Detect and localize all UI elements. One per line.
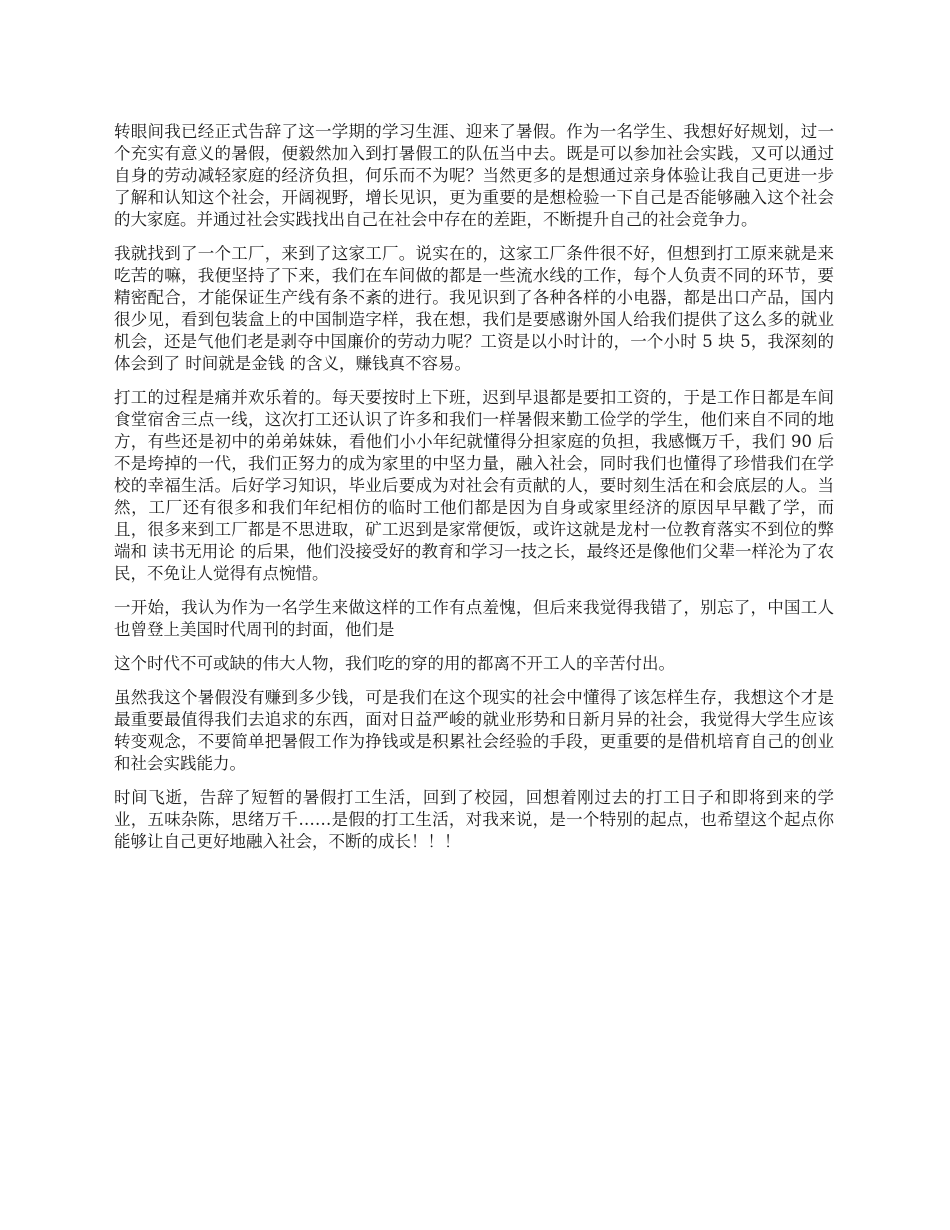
paragraph-6: 虽然我这个暑假没有赚到多少钱，可是我们在这个现实的社会中懂得了该怎样生存，我想这个才是最重要最值得我们去追求的东西，面对日益严峻的就业形势和日新月异的社会，我觉得大学生应该转变观念，不要简单把暑假工作为挣钱或是积累社会经验的手段，更重要的是借机培育自己的创业和社会实践能力。 <box>114 688 834 773</box>
paragraph-5: 这个时代不可或缺的伟大人物，我们吃的穿的用的都离不开工人的辛苦付出。 <box>114 654 675 673</box>
document-body <box>114 121 834 865</box>
paragraph-3: 打工的过程是痛并欢乐着的。每天要按时上下班，迟到早退都是要扣工资的，于是工作日都是车间食堂宿舍三点一线，这次打工还认识了许多和我们一样暑假来勤工俭学的学生，他们来自不同的地方，有些还是初中的弟弟妹妹，看他们小小年纪就懂得分担家庭的负担，我感慨万千，我们 90 后不是垮掉的一代，我们正努力的成为家里的中坚力量，融入社会，同时我们也懂得了珍惜我们在学校的幸福生活。后好学习知识，毕业后要成为对社会有贡献的人，要时刻生活在和会底层的人。当然，工厂还有很多和我们年纪相仿的临时工他们都是因为自身或家里经济的原因早早戳了学，而且，很多来到工厂都是不思进取，矿工迟到是家常便饭，或许这就是龙村一位教育落实不到位的弊端和 读书无用论 的后果，他们没接受好的教育和学习一技之长，最终还是像他们父辈一样沦为了农民，不免让人觉得有点惋惜。 <box>114 388 834 583</box>
paragraph-2: 我就找到了一个工厂，来到了这家工厂。说实在的，这家工厂条件很不好，但想到打工原来就是来吃苦的嘛，我便坚持了下来，我们在车间做的都是一些流水线的工作，每个人负责不同的环节，要精密配合，才能保证生产线有条不紊的进行。我见识到了各种各样的小电器，都是出口产品，国内很少见，看到包装盒上的中国制造字样，我在想，我们是要感谢外国人给我们提供了这么多的就业机会，还是气他们老是剥夺中国廉价的劳动力呢？工资是以小时计的，一个小时 5 块 5，我深刻的体会到了 时间就是金钱 的含义，赚钱真不容易。 <box>114 244 834 373</box>
paragraph-1: 转眼间我已经正式告辞了这一学期的学习生涯、迎来了暑假。作为一名学生、我想好好规划，过一个充实有意义的暑假，便毅然加入到打暑假工的队伍当中去。既是可以参加社会实践，又可以通过自身的劳动减轻家庭的经济负担，何乐而不为呢？当然更多的是想通过亲身体验让我自己更进一步了解和认知这个社会，开阔视野，增长见识，更为重要的是想检验一下自己是否能够融入这个社会的大家庭。并通过社会实践找出自己在社会中存在的差距，不断提升自己的社会竞争力。 <box>114 122 834 229</box>
paragraph-4: 一开始，我认为作为一名学生来做这样的工作有点羞愧，但后来我觉得我错了，别忘了，中国工人也曾登上美国时代周刊的封面，他们是 <box>114 598 834 639</box>
paragraph-7: 时间飞逝，告辞了短暂的暑假打工生活，回到了校园，回想着刚过去的打工日子和即将到来的学业，五味杂陈，思绪万千……是假的打工生活，对我来说，是一个特别的起点，也希望这个起点你能够让自己更好地融入社会，不断的成长！！！ <box>114 788 834 851</box>
